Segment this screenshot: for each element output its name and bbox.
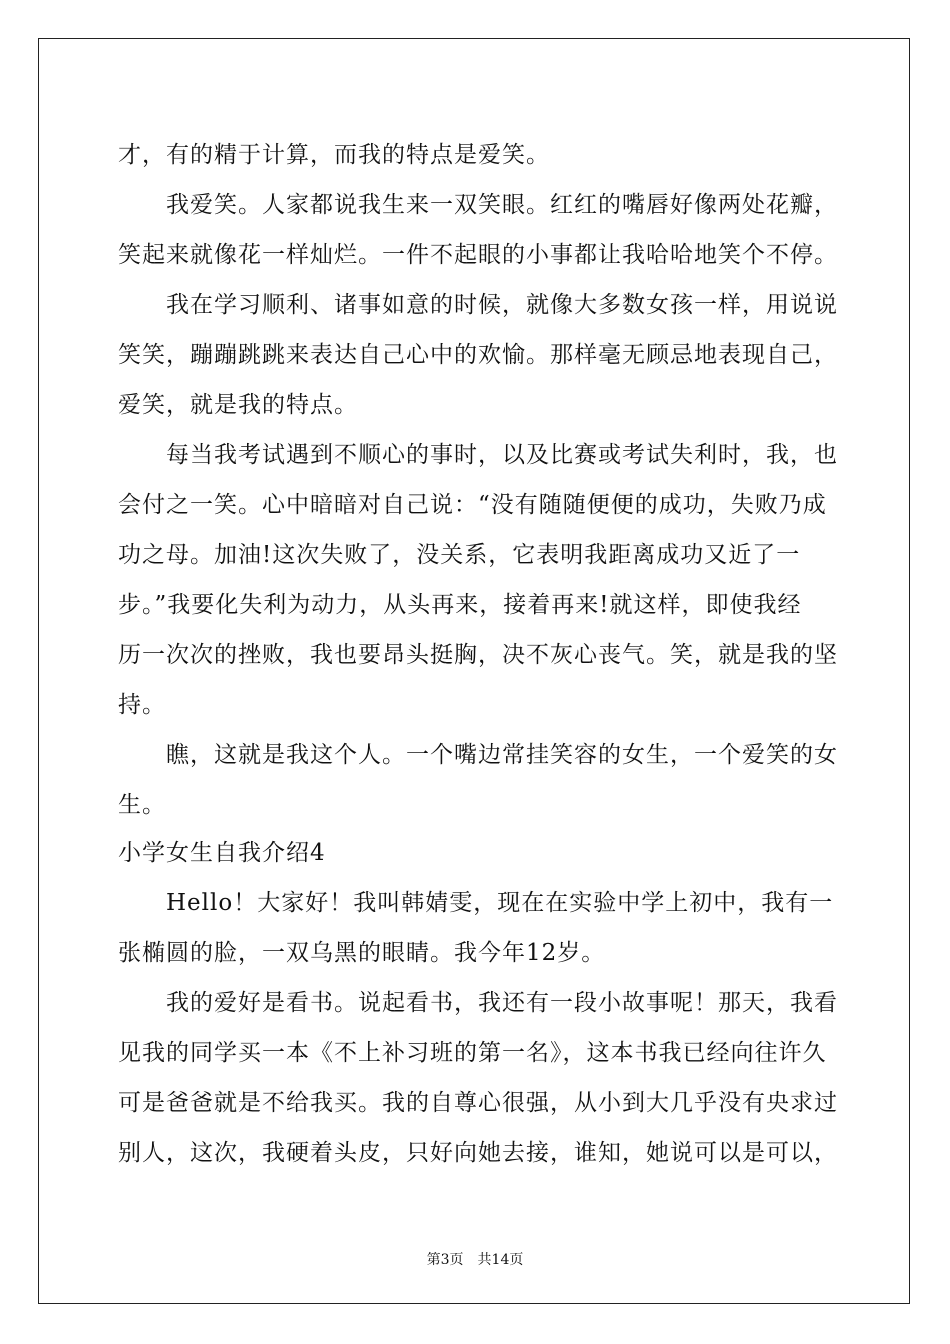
- text-line: 功之母。加油!这次失败了，没关系，它表明我距离成功又近了一: [118, 542, 801, 568]
- text-line: 可是爸爸就是不给我买。我的自尊心很强，从小到大几乎没有央求过: [118, 1090, 838, 1116]
- text-line: 笑笑，蹦蹦跳跳来表达自己心中的欢愉。那样毫无顾忌地表现自己，: [118, 342, 838, 368]
- text-line: 见我的同学买一本《不上补习班的第一名》，这本书我已经向往许久: [118, 1040, 827, 1066]
- text-line: 瞧，这就是我这个人。一个嘴边常挂笑容的女生，一个爱笑的女: [118, 742, 838, 768]
- text-line: 张椭圆的脸，一双乌黑的眼睛。我今年12岁。: [118, 940, 606, 966]
- text-line: 历一次次的挫败，我也要昂头挺胸，决不灰心丧气。笑，就是我的坚: [118, 642, 838, 668]
- text-line: Hello！大家好！我叫韩婧雯，现在在实验中学上初中，我有一: [118, 890, 834, 916]
- text-line: 笑起来就像花一样灿烂。一件不起眼的小事都让我哈哈地笑个不停。: [118, 242, 838, 268]
- text-line: 持。: [118, 692, 166, 718]
- text-line: 生。: [118, 792, 166, 818]
- text-line: 我在学习顺利、诸事如意的时候，就像大多数女孩一样，用说说: [118, 292, 838, 318]
- text-line: 步。”我要化失利为动力，从头再来，接着再来!就这样，即使我经: [118, 592, 802, 618]
- text-line: 我的爱好是看书。说起看书，我还有一段小故事呢！那天，我看: [118, 990, 838, 1016]
- page-footer: 第3页 共14页: [426, 1252, 524, 1268]
- section-heading: 小学女生自我介绍4: [118, 840, 326, 866]
- text-line: 每当我考试遇到不顺心的事时，以及比赛或考试失利时，我，也: [118, 442, 838, 468]
- text-line: 爱笑，就是我的特点。: [118, 392, 358, 418]
- text-line: 别人，这次，我硬着头皮，只好向她去接，谁知，她说可以是可以，: [118, 1140, 838, 1166]
- text-line: 会付之一笑。心中暗暗对自己说：“没有随随便便的成功，失败乃成: [118, 492, 827, 518]
- text-line: 才，有的精于计算，而我的特点是爱笑。: [118, 142, 550, 168]
- text-line: 我爱笑。人家都说我生来一双笑眼。红红的嘴唇好像两处花瓣，: [118, 192, 838, 218]
